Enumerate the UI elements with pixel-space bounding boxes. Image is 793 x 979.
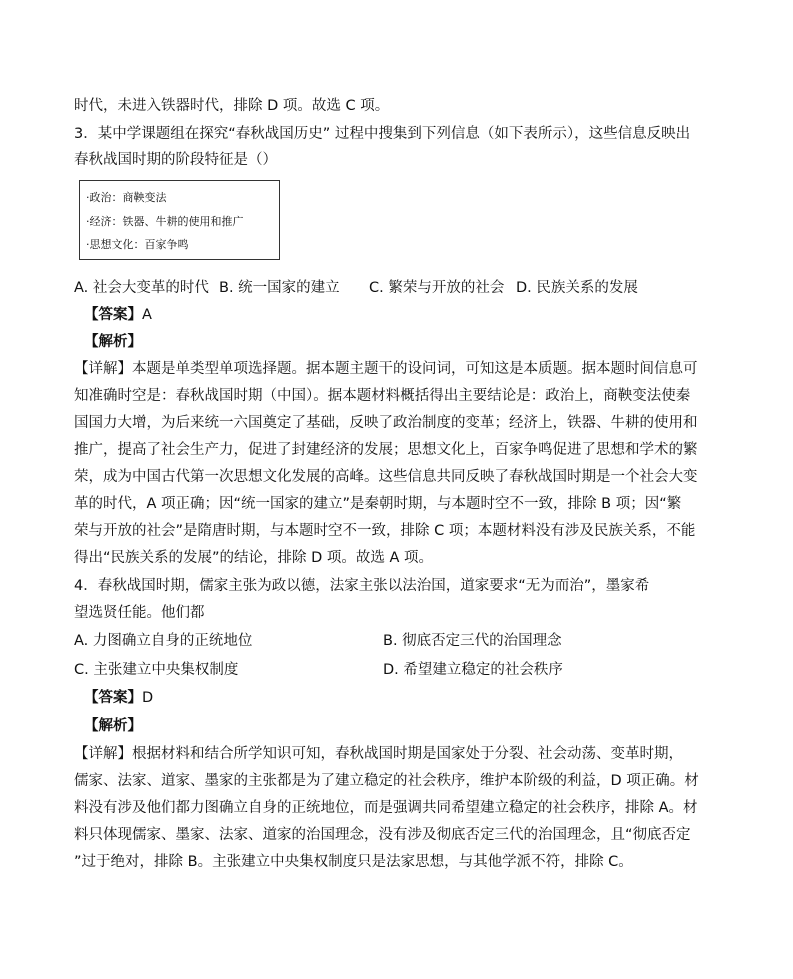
q3-detail-line: 推广，提高了社会生产力，促进了封建经济的发展；思想文化上，百家争鸣促进了思想和学术的繁: [74, 442, 698, 458]
q3-answer: [84, 305, 152, 325]
q4-detail-line: 【详解】根据材料和结合所学知识可知，春秋战国时期是国家处于分裂、社会动荡、变革时期，: [74, 746, 683, 762]
q4-answer-tag: 【答案】: [84, 690, 142, 706]
q3-option-c: C. 繁荣与开放的社会: [369, 280, 505, 296]
q4-stem-line2: 望选贤任能。他们都: [74, 605, 205, 621]
q4-answer: [84, 688, 153, 708]
previous-answer-tail: 时代，未进入铁器时代，排除 D 项。故选 C 项。: [74, 98, 390, 114]
q3-detail-line: 【详解】本题是单类型单项选择题。据本题主题干的设问词，可知这是本质题。据本题时间信息可: [74, 361, 698, 377]
q3-detail-line: 革的时代，A 项正确；因“统一国家的建立”是秦朝时期，与本题时空不一致，排除 B 项；因“繁: [74, 496, 682, 512]
q3-detail-line: 知准确时空是：春秋战国时期（中国）。据本题材料概括得出主要结论是：政治上，商鞅变法使秦: [74, 388, 691, 404]
q3-answer-value: A: [142, 307, 152, 323]
q3-info-economy: ·经济：铁器、牛耕的使用和推广: [86, 215, 244, 228]
q4-analysis-tag: 【解析】: [84, 718, 142, 734]
q3-option-d: D. 民族关系的发展: [516, 280, 638, 296]
q3-stem-line1: 3．某中学课题组在探究“春秋战国历史” 过程中搜集到下列信息（如下表所示），这些信息反映出: [74, 126, 691, 142]
q4-detail-line: 料没有涉及他们都力图确立自身的正统地位，而是强调共同希望建立稳定的社会秩序，排除 A。材: [74, 800, 698, 816]
q3-detail-line: 荣与开放的社会”是隋唐时期，与本题时空不一致，排除 C 项；本题材料没有涉及民族关系，不能: [74, 523, 696, 539]
q3-info-politics: ·政治：商鞅变法: [86, 191, 167, 204]
q4-option-b: B. 彻底否定三代的治国理念: [383, 633, 562, 649]
q4-detail-line: 儒家、法家、道家、墨家的主张都是为了建立稳定的社会秩序，维护本阶级的利益，D 项正确。材: [74, 773, 699, 789]
q3-info-table: [79, 180, 280, 260]
q4-answer-value: D: [142, 690, 154, 706]
q3-option-b: B. 统一国家的建立: [219, 280, 340, 296]
q4-option-d: D. 希望建立稳定的社会秩序: [383, 662, 563, 678]
q3-detail-line: 荣，成为中国古代第一次思想文化发展的高峰。这些信息共同反映了春秋战国时期是一个社会大变: [74, 469, 698, 485]
q3-option-a: A. 社会大变革的时代: [74, 280, 209, 296]
q4-detail-line: ”过于绝对，排除 B。主张建立中央集权制度只是法家思想，与其他学派不符，排除 C。: [74, 854, 633, 870]
q4-option-c: C. 主张建立中央集权制度: [74, 662, 239, 678]
q4-option-a: A. 力图确立自身的正统地位: [74, 633, 253, 649]
q3-info-culture: ·思想文化：百家争鸣: [86, 238, 189, 251]
q3-detail-line: 得出“民族关系的发展”的结论，排除 D 项。故选 A 项。: [74, 550, 434, 566]
q3-detail-line: 国国力大增，为后来统一六国奠定了基础，反映了政治制度的变革；经济上，铁器、牛耕的使用和: [74, 415, 698, 431]
q3-answer-tag: 【答案】: [84, 307, 142, 323]
q4-detail-line: 料只体现儒家、墨家、法家、道家的治国理念，没有涉及彻底否定三代的治国理念，且“彻底否定: [74, 827, 691, 843]
q3-stem-line2: 春秋战国时期的阶段特征是（）: [74, 152, 277, 168]
q4-stem-line1: 4．春秋战国时期，儒家主张为政以德，法家主张以法治国，道家要求“无为而治”，墨家希: [74, 578, 650, 594]
q3-analysis-tag: 【解析】: [84, 334, 142, 350]
